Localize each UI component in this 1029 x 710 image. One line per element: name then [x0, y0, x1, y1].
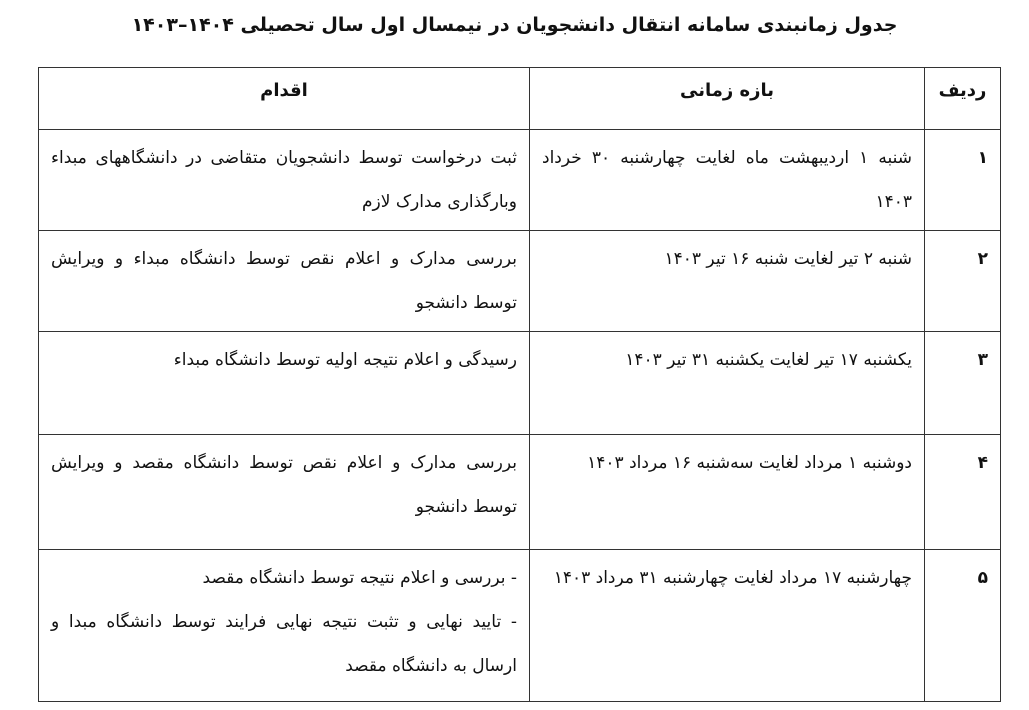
action-line: بررسی مدارک و اعلام نقص توسط دانشگاه مبداء و ویرایش توسط دانشجو — [51, 249, 517, 313]
header-row-number: ردیف — [925, 68, 1001, 130]
table-header-row — [39, 68, 1001, 130]
action-line: بررسی مدارک و اعلام نقص توسط دانشگاه مقصد و ویرایش توسط دانشجو — [51, 453, 517, 517]
action-cell — [39, 435, 530, 550]
row-number: ۴ — [925, 435, 1001, 550]
action-cell — [39, 550, 530, 702]
action-cell — [39, 231, 530, 332]
table-row — [39, 435, 1001, 550]
row-number: ۳ — [925, 332, 1001, 435]
action-cell — [39, 332, 530, 435]
action-cell — [39, 130, 530, 231]
header-time-range: بازه زمانی — [530, 68, 925, 130]
time-range-cell: شنبه ۲ تیر لغایت شنبه ۱۶ تیر ۱۴۰۳ — [530, 231, 925, 332]
table-row — [39, 550, 1001, 702]
time-range-cell: شنبه ۱ اردیبهشت ماه لغایت چهارشنبه ۳۰ خرداد ۱۴۰۳ — [530, 130, 925, 231]
table-row — [39, 332, 1001, 435]
table-row — [39, 130, 1001, 231]
schedule-table — [38, 67, 1001, 702]
row-number: ۵ — [925, 550, 1001, 702]
action-line: - تایید نهایی و تثبت نتیجه نهایی فرایند توسط دانشگاه مبدا و ارسال به دانشگاه مقصد — [51, 612, 517, 676]
time-range-cell: دوشنبه ۱ مرداد لغایت سه‌شنبه ۱۶ مرداد ۱۴۰۳ — [530, 435, 925, 550]
time-range-cell: یکشنبه ۱۷ تیر لغایت یکشنبه ۳۱ تیر ۱۴۰۳ — [530, 332, 925, 435]
header-action: اقدام — [39, 68, 530, 130]
table-row — [39, 231, 1001, 332]
row-number: ۱ — [925, 130, 1001, 231]
time-range-cell: چهارشنبه ۱۷ مرداد لغایت چهارشنبه ۳۱ مرداد ۱۴۰۳ — [530, 550, 925, 702]
row-number: ۲ — [925, 231, 1001, 332]
action-line: رسیدگی و اعلام نتیجه اولیه توسط دانشگاه مبداء — [173, 350, 517, 370]
action-line: ثبت درخواست توسط دانشجویان متقاضی در دانشگاههای مبداء وبارگذاری مدارک لازم — [51, 148, 517, 212]
page-title: جدول زمانبندی سامانه انتقال دانشجویان در نیمسال اول سال تحصیلی ۱۴۰۴–۱۴۰۳ — [131, 14, 898, 36]
action-line: - بررسی و اعلام نتیجه توسط دانشگاه مقصد — [202, 568, 517, 588]
